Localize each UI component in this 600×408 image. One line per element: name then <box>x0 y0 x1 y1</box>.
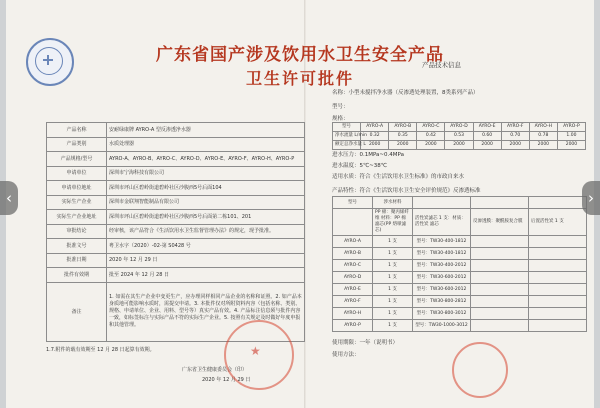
spec-header-cell: AYRO-C <box>417 123 445 132</box>
material-detail-row <box>333 209 587 236</box>
material-header-cell <box>471 197 529 209</box>
spec-header-cell: AYRO-A <box>361 123 389 132</box>
permit-label: 批准日期 <box>47 253 107 268</box>
material-cell: AYRO-D <box>333 272 373 284</box>
material-cell <box>471 248 529 260</box>
material-cell <box>471 260 529 272</box>
material-cell: 1 支 <box>373 284 413 296</box>
spec-cell: 净水流量 L/min <box>333 132 361 141</box>
permit-label: 批件有效期 <box>47 268 107 283</box>
permit-label: 产品类别 <box>47 137 107 152</box>
permit-row <box>47 210 305 225</box>
tech-model-label: 型号： <box>332 104 349 110</box>
spec-header-cell: AYRO-B <box>389 123 417 132</box>
material-row <box>333 296 587 308</box>
material-cell <box>471 272 529 284</box>
spec-cell: 2000 <box>417 141 445 150</box>
spec-cell: 额定总净水量 L <box>333 141 361 150</box>
spec-cell: 0.60 <box>473 132 501 141</box>
material-cell <box>529 260 587 272</box>
spec-cell: 1.00 <box>557 132 585 141</box>
material-row <box>333 260 587 272</box>
material-cell: 型号：TW30-400-1812 <box>413 248 471 260</box>
next-page-button[interactable]: › <box>582 181 600 215</box>
material-row <box>333 320 587 332</box>
material-cell: 1 支 <box>373 320 413 332</box>
permit-label: 备注 <box>47 282 107 341</box>
tech-line: 进水压力：0.1MPa~0.4MPa <box>332 152 404 158</box>
spec-cell: 2000 <box>529 141 557 150</box>
permit-label: 申请单位地址 <box>47 181 107 196</box>
material-cell: 型号：TW30-800-3012 <box>413 308 471 320</box>
document-subtitle: 卫生许可批件 <box>245 69 354 88</box>
spec-header-cell: AYRO-E <box>473 123 501 132</box>
permit-row <box>47 253 305 268</box>
permit-label: 产品规格/型号 <box>47 152 107 167</box>
material-cell: AYRO-A <box>333 236 373 248</box>
material-cell: 1 支 <box>373 296 413 308</box>
material-row <box>333 236 587 248</box>
permit-value: 粤卫水字（2020）-02-第 S0428 号 <box>107 239 305 254</box>
material-detail-cell: PP 棉：聚丙烯纤维 材料：PP 棉滤芯(PP 熔喷滤芯) <box>373 209 413 236</box>
tech-line: 进水温度：5℃~38℃ <box>332 163 387 169</box>
material-cell <box>471 308 529 320</box>
spec-header-cell: AYRO-P <box>557 123 585 132</box>
material-cell: AYRO-B <box>333 248 373 260</box>
material-cell <box>529 248 587 260</box>
spec-cell: 0.42 <box>417 132 445 141</box>
material-header-cell: 型号 <box>333 197 373 209</box>
permit-value: AYRO-A、AYRO-B、AYRO-C、AYRO-D、AYRO-E、AYRO-F、AYRO-H、AYRO-P <box>107 152 305 167</box>
tech-footnote-usage: 使用方法： <box>332 352 360 358</box>
material-cell <box>471 284 529 296</box>
tech-features: 产品特性：符合《生活饮用水卫生安全评价规范》反渗透标准 <box>332 188 481 194</box>
tech-footnote-period: 使用期限：一年（说明书） <box>332 340 399 346</box>
spec-cell: 0.78 <box>529 132 557 141</box>
tech-spec-title: 规格： <box>332 116 349 122</box>
permit-label: 批准文号 <box>47 239 107 254</box>
permit-row <box>47 181 305 196</box>
material-cell: 型号：TW30-400-2012 <box>413 260 471 272</box>
spec-header-cell: AYRO-H <box>529 123 557 132</box>
material-cell <box>471 296 529 308</box>
material-cell: 型号：TW30-600-2012 <box>413 272 471 284</box>
material-row <box>333 272 587 284</box>
document-title: 广东省国产涉及饮用水卫生安全产品 <box>156 45 444 65</box>
spec-cell: 2000 <box>389 141 417 150</box>
spec-cell: 2000 <box>361 141 389 150</box>
document-page <box>6 0 594 408</box>
permit-row <box>47 224 305 239</box>
permit-row <box>47 166 305 181</box>
spec-cell: 2000 <box>445 141 473 150</box>
tech-title: 产品技术信息 <box>422 61 461 69</box>
material-row <box>333 284 587 296</box>
permit-value: 安耐绿康牌 AYRO-A 型反渗透净水器 <box>107 123 305 138</box>
material-cell: 型号：TW30-1000-3012 <box>413 320 471 332</box>
material-cell <box>529 308 587 320</box>
material-header-cell <box>413 197 471 209</box>
spec-header-cell: AYRO-F <box>501 123 529 132</box>
stamp-star-icon: ★ <box>250 344 261 358</box>
spec-table <box>332 122 586 150</box>
material-cell <box>333 209 373 236</box>
material-cell: AYRO-F <box>333 296 373 308</box>
permit-row <box>47 268 305 283</box>
permit-label: 审批结论 <box>47 224 107 239</box>
permit-label: 产品名称 <box>47 123 107 138</box>
permit-footnote: 1.7.附件的载有效期至 12 月 28 日起算有效期。 <box>46 347 155 353</box>
permit-value: 水质处理器 <box>107 137 305 152</box>
permit-value: 2020 年 12 月 29 日 <box>107 253 305 268</box>
material-cell: AYRO-C <box>333 260 373 272</box>
issuing-date: 2020 年 12 月 29 日 <box>202 377 251 383</box>
spec-cell: 2000 <box>473 141 501 150</box>
permit-value: 深圳市坪山区碧岭街道碧岭社区沙腹西5号后面104 <box>107 181 305 196</box>
permit-value: 深圳市宁海科技有限公司 <box>107 166 305 181</box>
material-cell <box>529 236 587 248</box>
material-cell: AYRO-P <box>333 320 373 332</box>
material-detail-cell: 后置活性炭 1 支 <box>529 209 587 236</box>
material-cell: 1 支 <box>373 236 413 248</box>
spec-cell: 0.35 <box>389 132 417 141</box>
material-row <box>333 248 587 260</box>
permit-table <box>46 122 305 342</box>
material-cell: 1 支 <box>373 308 413 320</box>
issuing-authority: 广东省卫生健康委员会（印） <box>182 367 248 373</box>
permit-row <box>47 137 305 152</box>
material-cell: AYRO-H <box>333 308 373 320</box>
permit-label: 申请单位 <box>47 166 107 181</box>
seam-stamp <box>452 342 508 398</box>
material-cell: 型号：TW30-400-1812 <box>413 236 471 248</box>
material-cell <box>529 272 587 284</box>
permit-row <box>47 152 305 167</box>
spec-cell: 0.70 <box>501 132 529 141</box>
material-cell: AYRO-E <box>333 284 373 296</box>
tech-line: 适用水质：符合《生活饮用水卫生标准》的市政自来水 <box>332 174 465 180</box>
material-cell <box>529 296 587 308</box>
permit-label: 实际生产企业地址 <box>47 210 107 225</box>
material-cell <box>529 284 587 296</box>
permit-value: 深圳市金联翔智能制品有限公司 <box>107 195 305 210</box>
material-cell: 1 支 <box>373 248 413 260</box>
material-cell <box>471 236 529 248</box>
permit-remark: 1. 如需在其生产企业中变更生产，应办理同样相同产品企业的名称和证照。2. 如产品本身质地可能影响水质时，需提交申请。3. 本批件仅对所附资料内容（包括名称、类别、规格、申请单位、企业、用料、型号等）真实产品有效。4. 产品标注信息须与批件内容一致，如标签标注与实际产品不符的实际生产企业。5. 按照有关规定及时做好年度申报和其他管理。 <box>107 282 305 341</box>
permit-row <box>47 195 305 210</box>
material-detail-cell: 反渗透膜：聚酰胺复合膜 <box>471 209 529 236</box>
spec-header-cell: 型号 <box>333 123 361 132</box>
material-table <box>332 196 587 332</box>
spec-header-row <box>333 123 586 132</box>
material-cell <box>529 320 587 332</box>
spec-row <box>333 141 586 150</box>
material-cell: 型号：TW30-600-2012 <box>413 284 471 296</box>
spec-cell: 0.53 <box>445 132 473 141</box>
material-header-cell <box>529 197 587 209</box>
permit-value: 经审核，该产品符合《生活饮用水卫生监督管理办法》的规定，现予批准。 <box>107 224 305 239</box>
material-detail-cell: 活性炭滤芯 1 支：材质：活性炭 滤芯 <box>413 209 471 236</box>
material-cell: 型号：TW30-800-2812 <box>413 296 471 308</box>
spec-header-cell: AYRO-D <box>445 123 473 132</box>
material-row <box>333 308 587 320</box>
spec-cell: 2000 <box>557 141 585 150</box>
material-header-cell: 涉水材料 <box>373 197 413 209</box>
permit-row <box>47 239 305 254</box>
material-cell: 1 支 <box>373 260 413 272</box>
tech-product-name: 名称：小型未搅拌净水器（反渗透处理装置，8类系列产品） <box>332 90 479 96</box>
material-cell <box>471 320 529 332</box>
spec-row <box>333 132 586 141</box>
permit-value: 深圳市坪山区碧岭街道碧岭社区沙腹西5号后面第二栋101、201 <box>107 210 305 225</box>
previous-page-button[interactable]: ‹ <box>0 181 18 215</box>
material-cell: 1 支 <box>373 272 413 284</box>
permit-row <box>47 123 305 138</box>
permit-value: 批至 2024 年 12 月 28 日 <box>107 268 305 283</box>
spec-cell: 0.32 <box>361 132 389 141</box>
spec-cell: 2000 <box>501 141 529 150</box>
permit-label: 实际生产企业 <box>47 195 107 210</box>
material-header-row <box>333 197 587 209</box>
